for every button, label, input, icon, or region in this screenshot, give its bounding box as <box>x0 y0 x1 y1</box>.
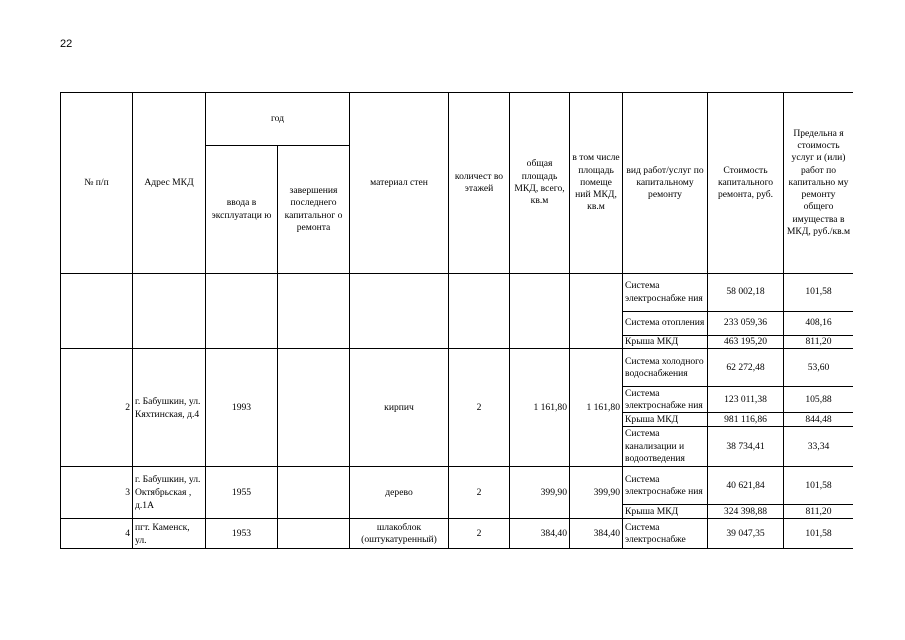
cell-year-commission: 1955 <box>206 467 278 519</box>
header-year-last-repair: завершения последнего капитальног о ремонта <box>278 146 350 274</box>
cell-max-cost: 101,58 <box>784 274 853 312</box>
header-work-type: вид работ/услуг по капитальному ремонту <box>623 93 708 274</box>
table-row <box>61 519 854 549</box>
cell-premises-area: 384,40 <box>570 519 623 549</box>
cell-max-cost: 53,60 <box>784 349 853 387</box>
cell-max-cost: 101,58 <box>784 467 853 505</box>
cell-year-commission <box>206 274 278 349</box>
cell-work-type: Система отопления <box>623 312 708 336</box>
cell-max-cost: 408,16 <box>784 312 853 336</box>
cell-floors: 2 <box>449 467 510 519</box>
header-year-group: год <box>206 93 350 146</box>
cell-material: кирпич <box>350 349 449 467</box>
cell-work-type: Система холодного водоснабжения <box>623 349 708 387</box>
header-year-commission: ввода в эксплуатаци ю <box>206 146 278 274</box>
cell-total-area: 1 161,80 <box>510 349 570 467</box>
cell-cost: 981 116,86 <box>708 413 784 427</box>
cell-year-last-repair <box>278 274 350 349</box>
cell-max-cost: 33,34 <box>784 427 853 467</box>
cell-premises-area <box>570 274 623 349</box>
cell-work-type: Крыша МКД <box>623 413 708 427</box>
cell-total-area: 384,40 <box>510 519 570 549</box>
cell-work-type: Система электроснабже ния <box>623 387 708 413</box>
cell-work-type: Система электроснабже ния <box>623 274 708 312</box>
cell-work-type: Крыша МКД <box>623 336 708 349</box>
table-body <box>61 274 854 549</box>
cell-work-type: Система электроснабже <box>623 519 708 549</box>
cell-floors: 2 <box>449 349 510 467</box>
header-num: № п/п <box>61 93 133 274</box>
page-number: 22 <box>60 38 73 50</box>
cell-material: шлакоблок (оштукатуренный) <box>350 519 449 549</box>
header-total-area: общая площадь МКД, всего, кв.м <box>510 93 570 274</box>
cell-work-type: Система электроснабже ния <box>623 467 708 505</box>
cell-address: г. Бабушкин, ул. Кяхтинская, д.4 <box>133 349 206 467</box>
cell-cost: 39 047,35 <box>708 519 784 549</box>
table-row <box>61 349 854 387</box>
cell-num <box>61 274 133 349</box>
cell-max-cost: 811,20 <box>784 336 853 349</box>
header-material: материал стен <box>350 93 449 274</box>
cell-address <box>133 274 206 349</box>
cell-material <box>350 274 449 349</box>
table-row <box>61 467 854 505</box>
cell-premises-area: 399,90 <box>570 467 623 519</box>
table-row <box>61 274 854 312</box>
cell-cost: 40 621,84 <box>708 467 784 505</box>
cell-year-last-repair <box>278 349 350 467</box>
repair-table-wrapper <box>60 92 853 579</box>
cell-num: 4 <box>61 519 133 549</box>
cell-year-last-repair <box>278 467 350 519</box>
cell-cost: 123 011,38 <box>708 387 784 413</box>
cell-material: дерево <box>350 467 449 519</box>
cell-premises-area: 1 161,80 <box>570 349 623 467</box>
cell-cost: 463 195,20 <box>708 336 784 349</box>
cell-address: г. Бабушкин, ул. Октябрьская , д.1А <box>133 467 206 519</box>
header-cost: Стоимость капитального ремонта, руб. <box>708 93 784 274</box>
cell-work-type: Крыша МКД <box>623 505 708 519</box>
cell-cost: 62 272,48 <box>708 349 784 387</box>
cell-num: 3 <box>61 467 133 519</box>
repair-table <box>60 92 853 549</box>
cell-cost: 58 002,18 <box>708 274 784 312</box>
cell-floors: 2 <box>449 519 510 549</box>
cell-year-commission: 1993 <box>206 349 278 467</box>
header-premises-area: в том числе площадь помеще ний МКД, кв.м <box>570 93 623 274</box>
cell-num: 2 <box>61 349 133 467</box>
cell-cost: 38 734,41 <box>708 427 784 467</box>
cell-max-cost: 101,58 <box>784 519 853 549</box>
cell-total-area <box>510 274 570 349</box>
header-max-cost: Предельна я стоимость услуг и (или) работ по капитально му ремонту общего имущества в МКД, руб./кв.м <box>784 93 853 274</box>
cell-max-cost: 811,20 <box>784 505 853 519</box>
cell-max-cost: 105,88 <box>784 387 853 413</box>
cell-floors <box>449 274 510 349</box>
cell-cost: 324 398,88 <box>708 505 784 519</box>
header-floors: количест во этажей <box>449 93 510 274</box>
cell-total-area: 399,90 <box>510 467 570 519</box>
cell-max-cost: 844,48 <box>784 413 853 427</box>
cell-work-type: Система канализации и водоотведения <box>623 427 708 467</box>
cell-cost: 233 059,36 <box>708 312 784 336</box>
header-address: Адрес МКД <box>133 93 206 274</box>
cell-year-commission: 1953 <box>206 519 278 549</box>
cell-year-last-repair <box>278 519 350 549</box>
cell-address: пгт. Каменск, ул. <box>133 519 206 549</box>
